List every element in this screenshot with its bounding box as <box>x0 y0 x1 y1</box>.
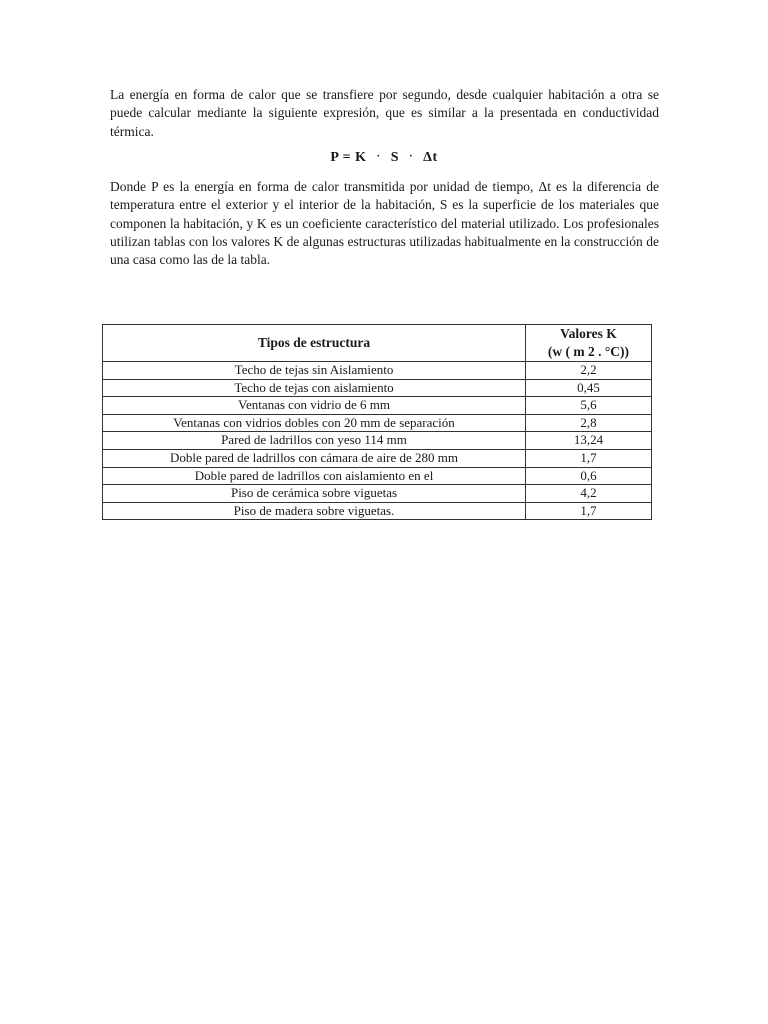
k-value-cell: 2,8 <box>526 414 652 432</box>
structure-cell: Pared de ladrillos con yeso 114 mm <box>103 432 526 450</box>
header-k-unit: (w ( m 2 . °C)) <box>547 344 630 359</box>
k-value-cell: 0,6 <box>526 467 652 485</box>
table-row <box>103 449 652 467</box>
table-row <box>103 485 652 503</box>
header-k-values <box>526 325 652 362</box>
table-row <box>103 467 652 485</box>
formula-s: S <box>390 150 399 165</box>
table-row <box>103 362 652 380</box>
structure-cell: Piso de madera sobre viguetas. <box>103 502 526 520</box>
k-value-cell: 5,6 <box>526 397 652 415</box>
k-value-cell: 2,2 <box>526 362 652 380</box>
table-body <box>103 362 652 520</box>
table-row <box>103 379 652 397</box>
structure-cell: Doble pared de ladrillos con cámara de aire de 280 mm <box>103 449 526 467</box>
header-k-title: Valores K <box>560 326 617 341</box>
structure-cell: Ventanas con vidrios dobles con 20 mm de separación <box>103 414 526 432</box>
k-values-table <box>102 324 652 520</box>
table-row <box>103 432 652 450</box>
formula <box>0 150 768 166</box>
k-value-cell: 1,7 <box>526 449 652 467</box>
explanation-paragraph: Donde P es la energía en forma de calor transmitida por unidad de tiempo, Δt es la diferencia de temperatura entre el exterior y el interior de la habitación, S es la superficie de los materiales que componen la habitación, y K es un coeficiente característico del material utilizado. Los profesionales utilizan tablas con los valores K de algunas estructuras utilizadas habitualmente en la construcción de una casa como las de la tabla. <box>110 179 659 268</box>
structure-cell: Piso de cerámica sobre viguetas <box>103 485 526 503</box>
structure-cell: Ventanas con vidrio de 6 mm <box>103 397 526 415</box>
table-header-row <box>103 325 652 362</box>
intro-paragraph: La energía en forma de calor que se transfiere por segundo, desde cualquier habitación a otra se puede calcular mediante la siguiente expresión, que es similar a la presentada en conductividad térmica. <box>110 87 659 139</box>
table-row <box>103 397 652 415</box>
formula-delta-t: Δt <box>423 150 438 165</box>
structure-cell: Techo de tejas sin Aislamiento <box>103 362 526 380</box>
k-value-cell: 1,7 <box>526 502 652 520</box>
structure-cell: Doble pared de ladrillos con aislamiento en el <box>103 467 526 485</box>
table-row <box>103 502 652 520</box>
k-value-cell: 4,2 <box>526 485 652 503</box>
k-value-cell: 13,24 <box>526 432 652 450</box>
table-row <box>103 414 652 432</box>
formula-dot: · <box>376 150 381 162</box>
formula-p-k: P = K <box>330 150 367 165</box>
header-structure: Tipos de estructura <box>103 325 526 362</box>
formula-dot: · <box>409 150 414 162</box>
structure-cell: Techo de tejas con aislamiento <box>103 379 526 397</box>
k-value-cell: 0,45 <box>526 379 652 397</box>
